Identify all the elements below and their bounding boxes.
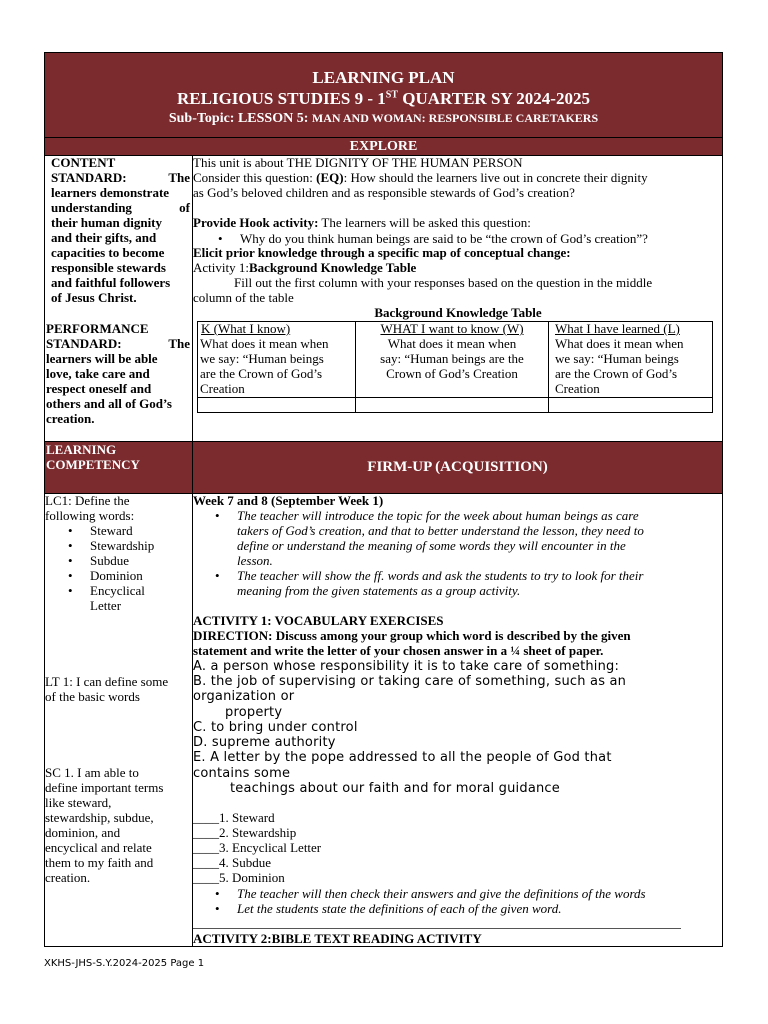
table-title: Background Knowledge Table (374, 305, 542, 320)
plan-title: LEARNING PLAN (312, 68, 455, 87)
subtopic-line: Sub-Topic: LESSON 5: MAN AND WOMAN: RESPONSIBLE CARETAKERS (168, 111, 599, 126)
hook-activity: Provide Hook activity: The learners will be asked this question: (193, 215, 531, 230)
closing-bullet-2: • Let the students state the definitions of each of the given word. (237, 901, 561, 916)
word-item: • Encyclical (90, 583, 145, 598)
blank-item: ____3. Encyclical Letter (193, 840, 322, 855)
blank-item: ____1. Steward (193, 810, 275, 825)
activity-1-heading: ACTIVITY 1: VOCABULARY EXERCISES (193, 613, 444, 628)
word-item: • Stewardship (90, 538, 154, 553)
instruction-line-cont: column of the table (193, 290, 294, 305)
blank-item: ____4. Subdue (193, 855, 271, 870)
page-footer: XKHS-JHS-S.Y.2024-2025 Page 1 (44, 958, 205, 969)
choice-c: C. to bring under control (193, 720, 358, 735)
elicit-prior-knowledge: Elicit prior knowledge through a specific map of conceptual change: (193, 245, 571, 260)
word-item: • Subdue (90, 553, 129, 568)
word-item: • Steward (90, 523, 133, 538)
table-header-k: K (What I know) (201, 321, 291, 336)
learning-competency-heading: LEARNING COMPETENCY (45, 442, 192, 493)
direction-line-cont: statement and write the letter of your chosen answer in a ¼ sheet of paper. (193, 643, 604, 658)
choice-d: D. supreme authority (193, 735, 336, 750)
activity-1-label: Activity 1:Background Knowledge Table (193, 260, 417, 275)
blank-item: ____5. Dominion (193, 870, 285, 885)
blank-item: ____2. Stewardship (193, 825, 297, 840)
activity-2-heading: ACTIVITY 2:BIBLE TEXT READING ACTIVITY (193, 931, 482, 946)
explore-heading: EXPLORE (45, 138, 722, 155)
table-header-l: What I have learned (L) (555, 321, 680, 336)
direction-line: DIRECTION: Discuss among your group which word is described by the given (193, 628, 631, 643)
unit-text: This unit is about THE DIGNITY OF THE HUMAN PERSON (193, 155, 523, 170)
instruction-line: Fill out the first column with your responses based on the question in the middle (234, 275, 653, 290)
header-band (45, 53, 722, 137)
week-label: Week 7 and 8 (September Week 1) (193, 493, 384, 508)
choice-a: A. a person whose responsibility it is to take care of something: (193, 659, 620, 674)
table-header-w: WHAT I want to know (W) (380, 321, 524, 336)
choice-b: B. the job of supervising or taking care of something, such as an (193, 674, 627, 689)
subject-line: RELIGIOUS STUDIES 9 - 1ST QUARTER SY 2024-2025 (177, 89, 590, 108)
word-item: • Dominion (90, 568, 143, 583)
hook-question: • Why do you think human beings are said to be “the crown of God’s creation”? (240, 231, 648, 246)
closing-bullet-1: • The teacher will then check their answers and give the definitions of the words (237, 886, 646, 901)
firm-up-heading: FIRM-UP (ACQUISITION) (193, 442, 722, 493)
choice-e: E. A letter by the pope addressed to all the people of God that (193, 750, 612, 765)
essential-question: Consider this question: (EQ): How should the learners live out in concrete their dignity (193, 170, 648, 185)
essential-question-cont: as God’s beloved children and as responsible stewards of God’s creation? (193, 185, 575, 200)
